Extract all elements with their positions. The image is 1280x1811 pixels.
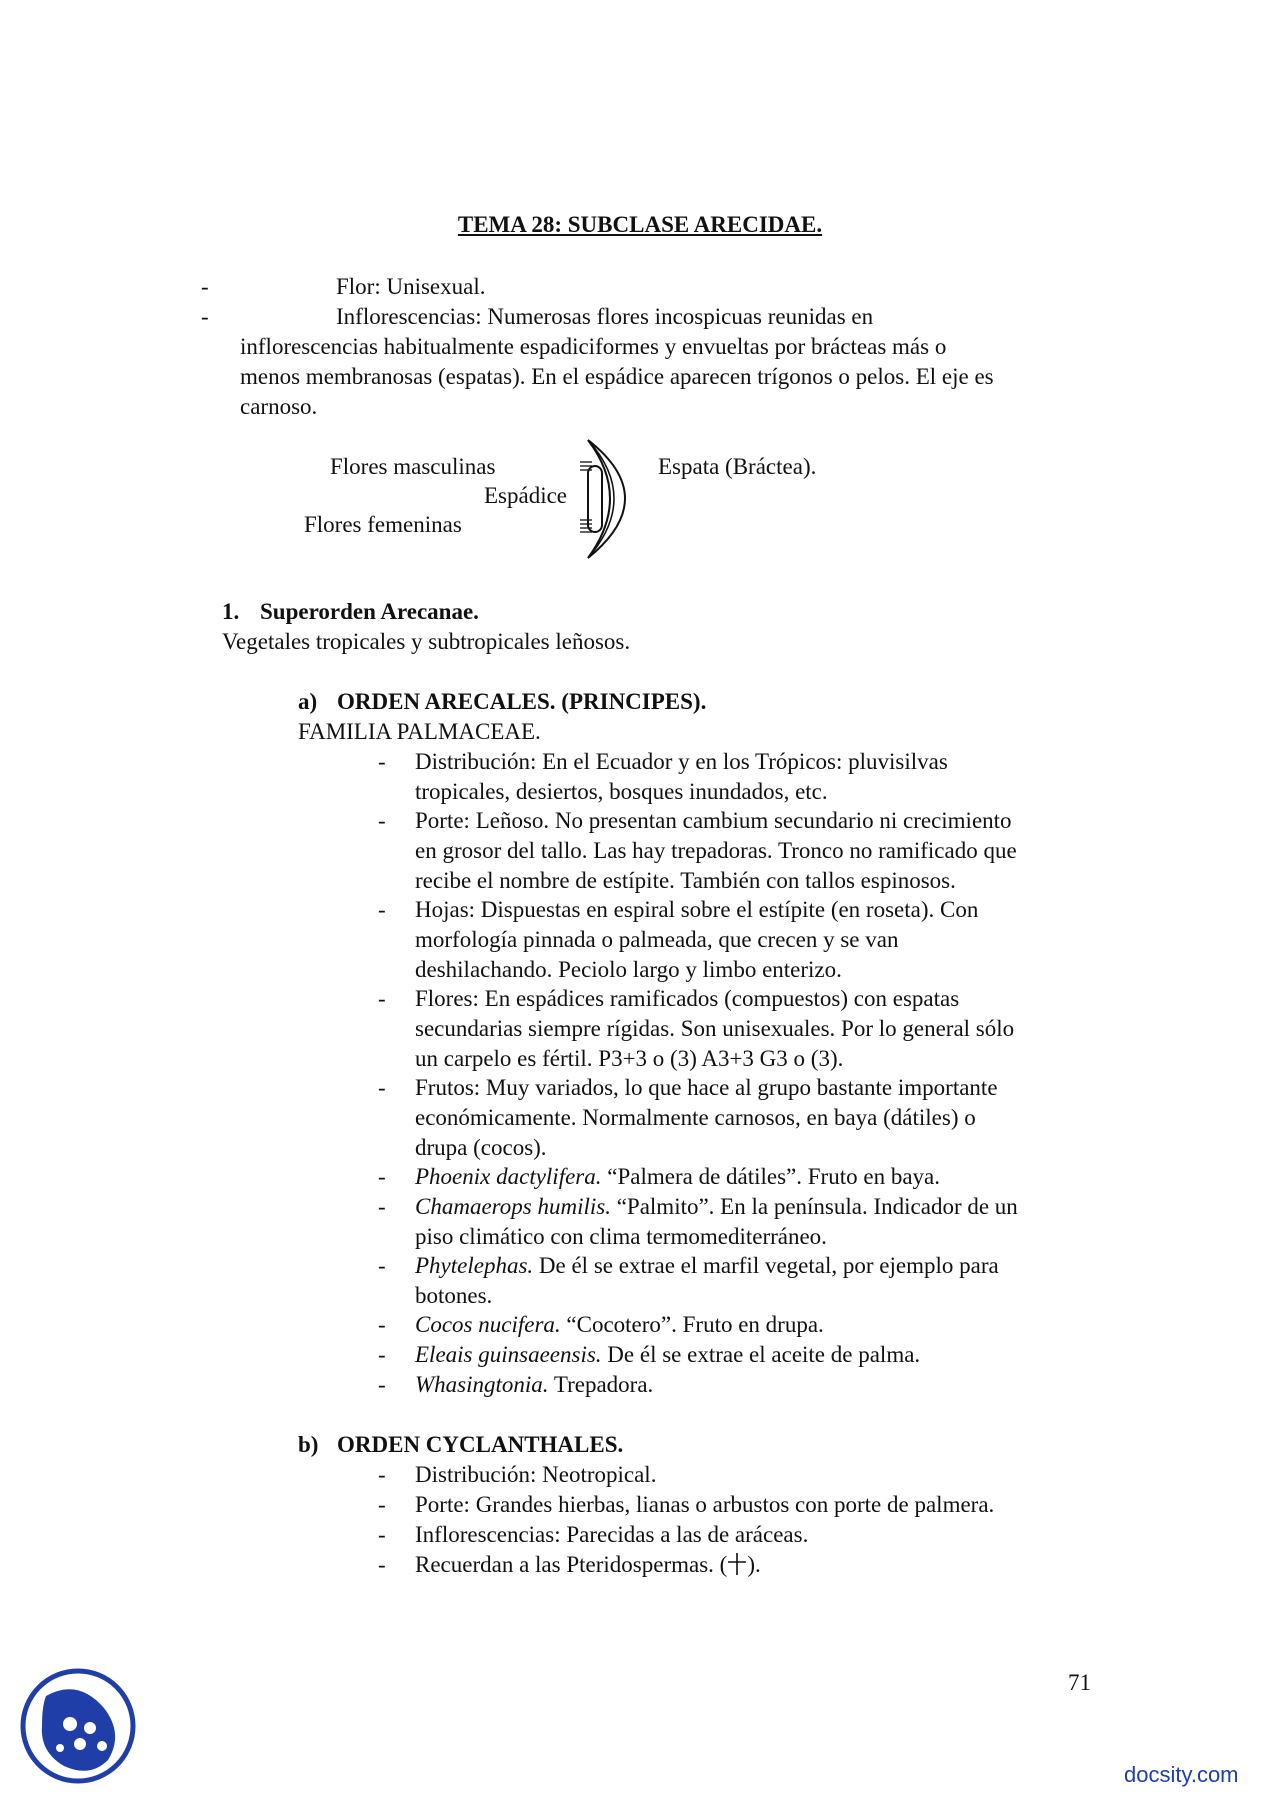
- extinct-cross-icon: [727, 1552, 747, 1576]
- diagram-spadix-label: Espádice: [484, 483, 568, 508]
- intro-inflorescence-line: inflorescencias habitualmente espadiciformes y envueltas por brácteas más o: [240, 334, 947, 359]
- species-desc: De él se extrae el marfil vegetal, por ejemplo para: [533, 1253, 999, 1278]
- species-desc: De él se extrae el aceite de palma.: [601, 1342, 921, 1367]
- intro-inflorescence-line: menos membranosas (espatas). En el espádice aparecen trígonos o pelos. El eje es: [240, 364, 994, 389]
- bullet-dash: -: [378, 1312, 386, 1337]
- species-item: [415, 1340, 920, 1370]
- section-heading: Superorden Arecanae.: [260, 599, 479, 624]
- species-item-line: piso climático con clima termomediterráneo.: [415, 1224, 827, 1249]
- diagram-spathe-label: Espata (Bráctea).: [658, 454, 817, 479]
- docsity-brand-link[interactable]: docsity.com: [1124, 1762, 1239, 1787]
- bullet-dash: -: [378, 1462, 386, 1487]
- species-name: Eleais guinsaeensis.: [415, 1342, 602, 1367]
- list-item-line: en grosor del tallo. Las hay trepadoras. Tronco no ramificado que: [415, 838, 1017, 863]
- list-item-line: económicamente. Normalmente carnosos, en baya (dátiles) o: [415, 1105, 976, 1130]
- list-item: Flores: En espádices ramificados (compuestos) con espatas: [415, 986, 960, 1011]
- species-name: Phytelephas.: [415, 1253, 534, 1278]
- spadix-spathe-diagram: [570, 436, 650, 562]
- docsity-logo-icon: [20, 1668, 136, 1784]
- species-name: Cocos nucifera.: [415, 1312, 561, 1337]
- bullet-dash: -: [378, 986, 386, 1011]
- list-item: [415, 1550, 761, 1580]
- bullet-dash: -: [201, 274, 209, 299]
- list-item-line: morfología pinnada o palmeada, que crecen y se van: [415, 927, 899, 952]
- species-desc: “Cocotero”. Fruto en drupa.: [560, 1312, 824, 1337]
- intro-flower: Flor: Unisexual.: [336, 274, 486, 299]
- page-number: 71: [1068, 1670, 1091, 1695]
- bullet-dash: -: [378, 1164, 386, 1189]
- bullet-dash: -: [378, 1492, 386, 1517]
- species-item-line: botones.: [415, 1283, 493, 1308]
- bullet-dash: -: [378, 749, 386, 774]
- species-name: Chamaerops humilis.: [415, 1194, 611, 1219]
- species-desc: “Palmera de dátiles”. Fruto en baya.: [601, 1164, 940, 1189]
- bullet-dash: -: [378, 1372, 386, 1397]
- order-letter: b): [298, 1432, 319, 1457]
- species-item: [415, 1251, 999, 1281]
- bullet-dash: -: [201, 304, 209, 329]
- list-item-line: recibe el nombre de estípite. También con tallos espinosos.: [415, 868, 956, 893]
- species-name: Whasingtonia.: [415, 1372, 549, 1397]
- spadix-shape: [588, 466, 602, 532]
- list-item-line: tropicales, desiertos, bosques inundados, etc.: [415, 779, 828, 804]
- list-item: Hojas: Dispuestas en espiral sobre el estípite (en roseta). Con: [415, 897, 979, 922]
- order-letter: a): [298, 689, 318, 714]
- order-heading: ORDEN CYCLANTHALES.: [337, 1432, 624, 1457]
- bullet-dash: -: [378, 1552, 386, 1577]
- page-title: TEMA 28: SUBCLASE ARECIDAE.: [457, 212, 823, 237]
- diagram-male-label: Flores masculinas: [330, 454, 496, 479]
- list-item-line: secundarias siempre rígidas. Son unisexuales. Por lo general sólo: [415, 1016, 1015, 1041]
- species-item: [415, 1370, 653, 1400]
- bullet-dash: -: [378, 1522, 386, 1547]
- list-item-line: deshilachando. Peciolo largo y limbo enterizo.: [415, 957, 842, 982]
- list-item-line: drupa (cocos).: [415, 1135, 547, 1160]
- list-item: Inflorescencias: Parecidas a las de aráceas.: [415, 1522, 809, 1547]
- diagram-female-label: Flores femeninas: [304, 512, 462, 537]
- list-item-text: Recuerdan a las Pteridospermas. (: [415, 1552, 728, 1577]
- list-item-end: ).: [747, 1552, 761, 1577]
- bullet-dash: -: [378, 1253, 386, 1278]
- list-item-line: un carpelo es fértil. P3+3 o (3) A3+3 G3 o (3).: [415, 1046, 844, 1071]
- intro-inflorescence-line: carnoso.: [240, 394, 318, 419]
- bullet-dash: -: [378, 897, 386, 922]
- bullet-dash: -: [378, 808, 386, 833]
- bullet-dash: -: [378, 1075, 386, 1100]
- list-item: Porte: Grandes hierbas, lianas o arbustos con porte de palmera.: [415, 1492, 995, 1517]
- list-item: Distribución: Neotropical.: [415, 1462, 657, 1487]
- bullet-dash: -: [378, 1342, 386, 1367]
- species-desc: “Palmito”. En la península. Indicador de un: [610, 1194, 1018, 1219]
- spathe-shape: [588, 440, 625, 558]
- order-heading: ORDEN ARECALES. (PRINCIPES).: [337, 689, 707, 714]
- species-desc: Trepadora.: [548, 1372, 654, 1397]
- intro-inflorescence: Inflorescencias: Numerosas flores incospicuas reunidas en: [336, 304, 874, 329]
- family-heading: FAMILIA PALMACEAE.: [298, 719, 541, 744]
- list-item: Distribución: En el Ecuador y en los Trópicos: pluvisilvas: [415, 749, 948, 774]
- list-item: Frutos: Muy variados, lo que hace al grupo bastante importante: [415, 1075, 998, 1100]
- species-item: [415, 1192, 1018, 1222]
- species-item: [415, 1310, 824, 1340]
- list-item: Porte: Leñoso. No presentan cambium secundario ni crecimiento: [415, 808, 1012, 833]
- species-name: Phoenix dactylifera.: [415, 1164, 602, 1189]
- species-item: [415, 1162, 940, 1192]
- bullet-dash: -: [378, 1194, 386, 1219]
- section-number: 1.: [222, 599, 240, 624]
- section-description: Vegetales tropicales y subtropicales leñosos.: [222, 629, 631, 654]
